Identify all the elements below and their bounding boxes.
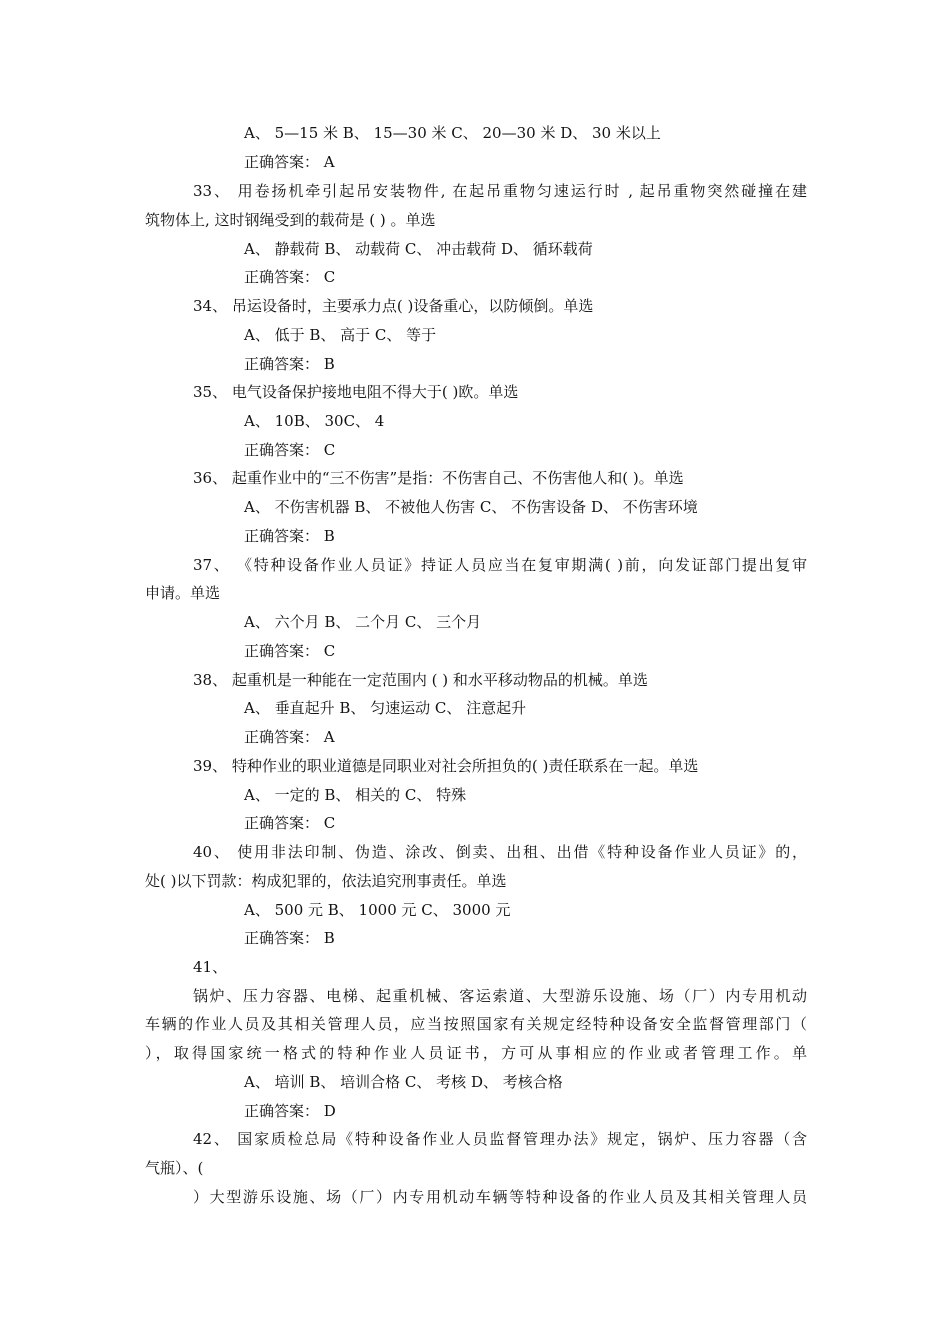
q37-question-line2: 申请。单选 — [145, 584, 221, 602]
q34-question: 34、 吊运设备时，主要承力点( )设备重心，以防倾倒。单选 — [193, 297, 594, 315]
q37-question-line1: 37、 《特种设备作业人员证》持证人员应当在复审期满( )前，向发证部门提出复审 — [193, 556, 807, 574]
q37-options: A、 六个月 B、 二个月 C、 三个月 — [244, 613, 482, 631]
q41-answer: 正确答案： D — [244, 1102, 336, 1120]
q41-options: A、 培训 B、 培训合格 C、 考核 D、 考核合格 — [244, 1073, 563, 1091]
q33-question-line1: 33、 用卷扬机牵引起吊安装物件, 在起吊重物匀速运行时 , 起吊重物突然碰撞在建 — [193, 182, 807, 200]
q34-answer: 正确答案： B — [244, 355, 335, 373]
q41-question-line1: 锅炉、压力容器、电梯、起重机械、客运索道、大型游乐设施、场（厂）内专用机动 — [193, 987, 807, 1005]
q40-question-line2: 处( )以下罚款：构成犯罪的，依法追究刑事责任。单选 — [145, 872, 507, 890]
q37-answer: 正确答案： C — [244, 642, 336, 660]
q40-options: A、 500 元 B、 1000 元 C、 3000 元 — [244, 901, 511, 919]
q42-question-line3: ）大型游乐设施、场（厂）内专用机动车辆等特种设备的作业人员及其相关管理人员 — [193, 1188, 807, 1206]
q36-question: 36、 起重作业中的“三不伤害”是指：不伤害自己、不伤害他人和( )。单选 — [193, 469, 684, 487]
q40-question-line1: 40、 使用非法印制、伪造、涂改、倒卖、出租、出借《特种设备作业人员证》的， — [193, 843, 807, 861]
q41-question-line2: 车辆的作业人员及其相关管理人员，应当按照国家有关规定经特种设备安全监督管理部门（ — [145, 1015, 807, 1033]
q33-options: A、 静载荷 B、 动载荷 C、 冲击载荷 D、 循环载荷 — [244, 240, 593, 258]
q41-question-line3: ），取得国家统一格式的特种作业人员证书，方可从事相应的作业或者管理工作。单 — [145, 1044, 807, 1062]
q39-answer: 正确答案： C — [244, 814, 336, 832]
q36-answer: 正确答案： B — [244, 527, 335, 545]
q38-question: 38、 起重机是一种能在一定范围内 ( ) 和水平移动物品的机械。单选 — [193, 671, 648, 689]
q35-options: A、 10B、 30C、 4 — [244, 412, 385, 430]
q33-question-line2: 筑物体上, 这时钢绳受到的载荷是 ( ) 。单选 — [145, 211, 436, 229]
q40-answer: 正确答案： B — [244, 929, 335, 947]
q35-question: 35、 电气设备保护接地电阻不得大于( )欧。单选 — [193, 383, 519, 401]
q32-answer: 正确答案： A — [244, 153, 335, 171]
q42-question-line1: 42、 国家质检总局《特种设备作业人员监督管理办法》规定，锅炉、压力容器（含 — [193, 1130, 807, 1148]
q38-answer: 正确答案： A — [244, 728, 335, 746]
q38-options: A、 垂直起升 B、 匀速运动 C、 注意起升 — [244, 699, 527, 717]
q36-options: A、 不伤害机器 B、 不被他人伤害 C、 不伤害设备 D、 不伤害环境 — [244, 498, 698, 516]
q42-question-line2: 气瓶）、( — [145, 1159, 204, 1177]
q33-answer: 正确答案： C — [244, 268, 336, 286]
q39-options: A、 一定的 B、 相关的 C、 特殊 — [244, 786, 467, 804]
q32-options: A、 5—15 米 B、 15—30 米 C、 20—30 米 D、 30 米以上 — [244, 124, 661, 142]
q39-question: 39、 特种作业的职业道德是同职业对社会所担负的( )责任联系在一起。单选 — [193, 757, 699, 775]
q34-options: A、 低于 B、 高于 C、 等于 — [244, 326, 437, 344]
q41-number: 41、 — [193, 958, 228, 976]
q35-answer: 正确答案： C — [244, 441, 336, 459]
